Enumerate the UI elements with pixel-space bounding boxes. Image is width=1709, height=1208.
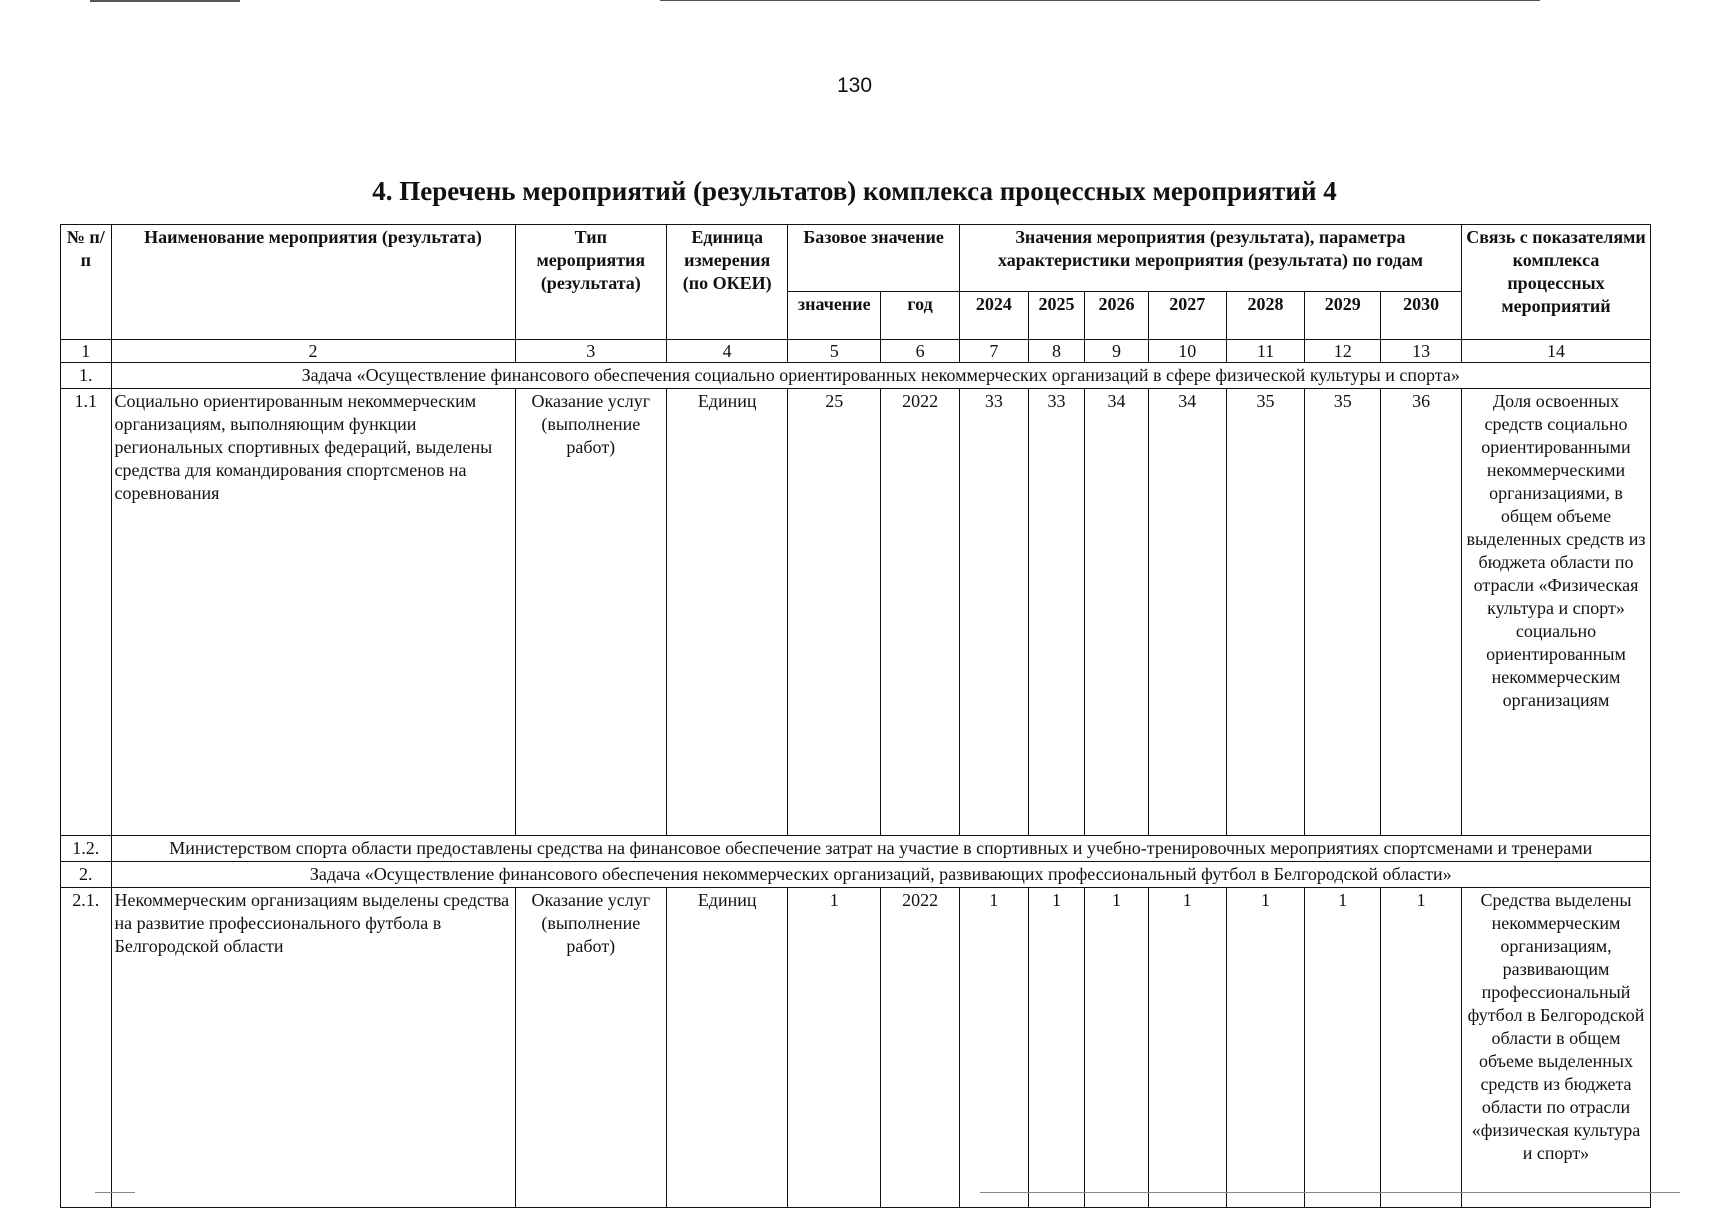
scan-edge-line <box>95 1192 135 1193</box>
activity-name: Социально ориентированным некоммерческим организациям, выполняющим функции региональных спортивных федераций, выделены средства для командирования спортсменов на соревнования <box>111 389 515 836</box>
header-type: Тип мероприятия (результата) <box>515 225 667 340</box>
base-value: 1 <box>788 888 881 1208</box>
year-value: 1 <box>1381 888 1462 1208</box>
column-number: 10 <box>1148 340 1226 363</box>
year-value: 33 <box>959 389 1028 836</box>
column-number: 2 <box>111 340 515 363</box>
header-year: 2030 <box>1381 292 1462 340</box>
column-number: 14 <box>1462 340 1651 363</box>
unit: Единиц <box>667 389 788 836</box>
column-number: 4 <box>667 340 788 363</box>
year-value: 1 <box>1148 888 1226 1208</box>
row-number: 1.1 <box>61 389 112 836</box>
table-row <box>61 888 1651 1208</box>
header-link: Связь с показателями комплекса процессных мероприятий <box>1462 225 1651 340</box>
indicator-link: Средства выделены некоммерческим организациям, развивающим профессиональный футбол в Белгородской области в общем объеме выделенных средств из бюджета области по отрасли «физическая культура и спорт» <box>1462 888 1651 1208</box>
column-number: 7 <box>959 340 1028 363</box>
header-year: 2028 <box>1226 292 1305 340</box>
task-text: Министерством спорта области предоставлены средства на финансовое обеспечение затрат на участие в спортивных и учебно-тренировочных мероприятиях спортсменами и тренерами <box>111 836 1651 862</box>
base-year: 2022 <box>881 389 960 836</box>
row-number: 1. <box>61 363 112 389</box>
year-value: 1 <box>959 888 1028 1208</box>
header-values: Значения мероприятия (результата), параметра характеристики мероприятия (результата) по годам <box>959 225 1461 292</box>
task-row <box>61 836 1651 862</box>
row-number: 2.1. <box>61 888 112 1208</box>
column-number: 6 <box>881 340 960 363</box>
task-row <box>61 862 1651 888</box>
column-number: 1 <box>61 340 112 363</box>
row-number: 1.2. <box>61 836 112 862</box>
header-year: 2026 <box>1085 292 1149 340</box>
header-year: 2024 <box>959 292 1028 340</box>
column-number: 12 <box>1305 340 1381 363</box>
base-year: 2022 <box>881 888 960 1208</box>
base-value: 25 <box>788 389 881 836</box>
header-base: Базовое значение <box>788 225 960 292</box>
column-number: 3 <box>515 340 667 363</box>
column-number: 8 <box>1028 340 1085 363</box>
header-year: 2025 <box>1028 292 1085 340</box>
task-row <box>61 363 1651 389</box>
header-base-year: год <box>881 292 960 340</box>
header-year: 2029 <box>1305 292 1381 340</box>
header-base-value: значение <box>788 292 881 340</box>
column-number: 11 <box>1226 340 1305 363</box>
scan-edge-line <box>980 1192 1680 1193</box>
page-title: 4. Перечень мероприятий (результатов) комплекса процессных мероприятий 4 <box>372 176 1337 206</box>
column-number: 5 <box>788 340 881 363</box>
scan-edge-line <box>90 0 240 2</box>
column-number: 9 <box>1085 340 1149 363</box>
year-value: 33 <box>1028 389 1085 836</box>
header-unit: Единица измерения (по ОКЕИ) <box>667 225 788 340</box>
activities-table <box>60 224 1651 1208</box>
year-value: 34 <box>1085 389 1149 836</box>
header-num: № п/п <box>61 225 112 340</box>
table-row <box>61 389 1651 836</box>
year-value: 35 <box>1226 389 1305 836</box>
year-value: 1 <box>1226 888 1305 1208</box>
year-value: 1 <box>1305 888 1381 1208</box>
column-number-row <box>61 340 1651 363</box>
activity-name: Некоммерческим организациям выделены средства на развитие профессионального футбола в Белгородской области <box>111 888 515 1208</box>
column-number: 13 <box>1381 340 1462 363</box>
indicator-link: Доля освоенных средств социально ориентированными некоммерческими организациями, в общем объеме выделенных средств из бюджета области по отрасли «Физическая культура и спорт» социально ориентированным некоммерческим организациям <box>1462 389 1651 836</box>
header-name: Наименование мероприятия (результата) <box>111 225 515 340</box>
page-number: 130 <box>836 74 873 97</box>
unit: Единиц <box>667 888 788 1208</box>
year-value: 1 <box>1085 888 1149 1208</box>
header-row <box>61 225 1651 292</box>
year-value: 34 <box>1148 389 1226 836</box>
year-value: 36 <box>1381 389 1462 836</box>
activity-type: Оказание услуг (выполнение работ) <box>515 389 667 836</box>
task-text: Задача «Осуществление финансового обеспечения некоммерческих организаций, развивающих профессиональный футбол в Белгородской области» <box>111 862 1651 888</box>
year-value: 35 <box>1305 389 1381 836</box>
header-year: 2027 <box>1148 292 1226 340</box>
task-text: Задача «Осуществление финансового обеспечения социально ориентированных некоммерческих организаций в сфере физической культуры и спорта» <box>111 363 1651 389</box>
year-value: 1 <box>1028 888 1085 1208</box>
scan-edge-line <box>660 0 1540 1</box>
activity-type: Оказание услуг (выполнение работ) <box>515 888 667 1208</box>
row-number: 2. <box>61 862 112 888</box>
